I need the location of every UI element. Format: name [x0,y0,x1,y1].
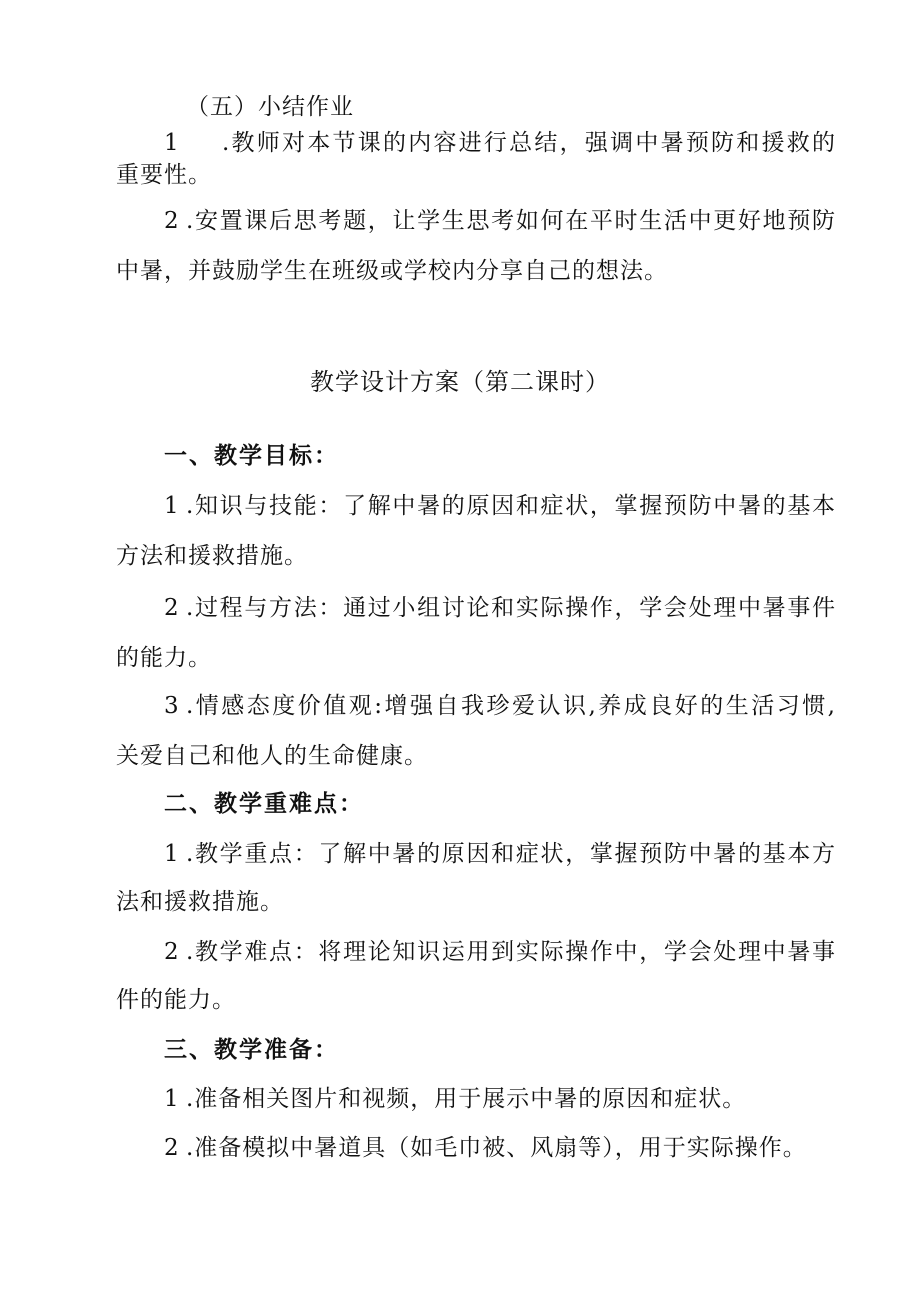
key-point-1-line-2: 法和援救措施。 [116,889,284,915]
page-title: 教学设计方案（第二课时） [310,368,610,396]
goal-1-line-2: 方法和援救措施。 [116,543,308,569]
list-number: 1 [164,130,180,156]
goal-3-line-2: 关爱自己和他人的生命健康。 [116,743,428,769]
list-number: 2 [164,1135,180,1161]
goal-3-line-1 [164,691,836,721]
list-text: .教学难点：将理论知识运用到实际操作中，学会处理中暑事 [186,939,836,965]
list-text: .教学重点：了解中暑的原因和症状，掌握预防中暑的基本方 [186,841,836,867]
list-number: 1 [164,1086,180,1112]
prep-1 [164,1084,884,1114]
key-point-1-line-1 [164,839,836,869]
section-heading-goals: 一、教学目标： [164,443,339,469]
list-text: .情感态度价值观:增强自我珍爱认识,养成良好的生活习惯, [186,693,836,719]
list-number: 1 [164,493,180,519]
key-point-2-line-2: 件的能力。 [116,987,236,1013]
summary-item-2-line-1 [164,206,836,236]
list-text: .教师对本节课的内容进行总结，强调中暑预防和援救的 [222,130,836,156]
goal-2-line-1 [164,593,836,623]
list-number: 3 [164,693,180,719]
list-text: .准备模拟中暑道具（如毛巾被、风扇等），用于实际操作。 [186,1135,807,1161]
goal-1-line-1 [164,491,836,521]
list-text: .知识与技能：了解中暑的原因和症状，掌握预防中暑的基本 [186,493,836,519]
list-text: .安置课后思考题，让学生思考如何在平时生活中更好地预防 [186,208,836,234]
section-heading-key-points: 二、教学重难点： [164,791,364,817]
goal-2-line-2: 的能力。 [116,645,212,671]
list-text: .准备相关图片和视频，用于展示中暑的原因和症状。 [186,1086,747,1112]
summary-item-1-line-2: 重要性。 [116,162,212,188]
section-heading-summary: （五）小结作业 [186,94,354,120]
summary-item-1-line-1 [164,128,836,158]
summary-item-2-line-2: 中暑，并鼓励学生在班级或学校内分享自己的想法。 [116,258,668,284]
list-number: 1 [164,841,180,867]
list-number: 2 [164,595,180,621]
prep-2 [164,1133,884,1163]
key-point-2-line-1 [164,937,836,967]
list-number: 2 [164,208,180,234]
list-text: .过程与方法：通过小组讨论和实际操作，学会处理中暑事件 [186,595,836,621]
list-number: 2 [164,939,180,965]
section-heading-preparation: 三、教学准备： [164,1037,339,1063]
